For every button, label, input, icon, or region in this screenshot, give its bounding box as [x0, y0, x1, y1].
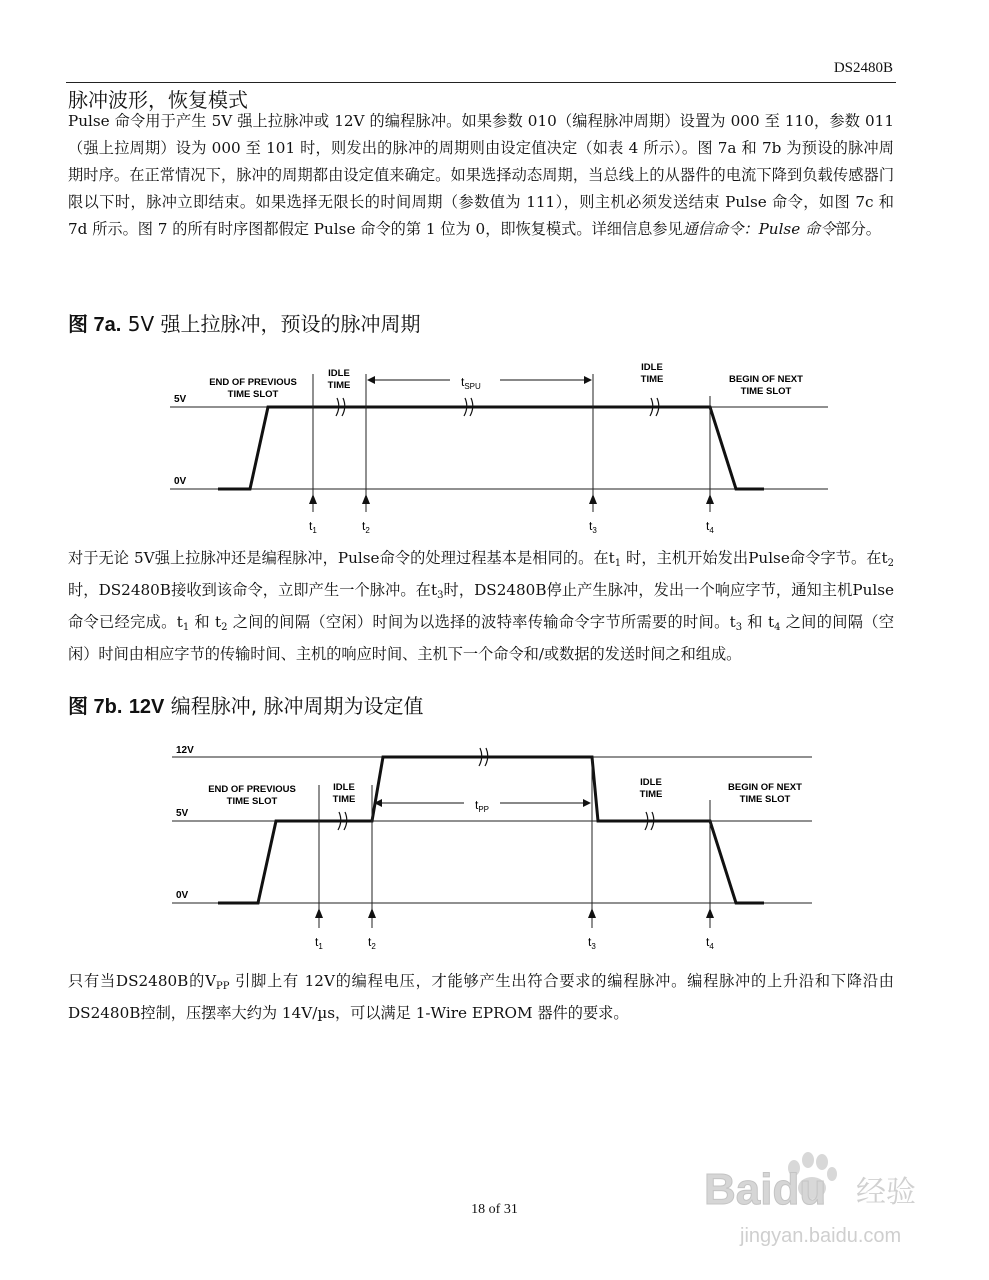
- voltage-label-0v-b: 0V: [176, 890, 189, 901]
- p2-sub6: 3: [735, 622, 743, 633]
- voltage-label-5v: 5V: [174, 394, 187, 405]
- watermark-url: jingyan.baidu.com: [740, 1225, 902, 1247]
- baidu-watermark: [700, 1138, 940, 1258]
- label-b-begin-next-1: BEGIN OF NEXT: [728, 782, 802, 793]
- paragraph-1-link[interactable]: 通信命令：Pulse 命令: [682, 220, 836, 238]
- figure-7b-title-bold: 12V: [128, 696, 165, 718]
- time-marker-t2: $t_2$: [362, 519, 370, 535]
- label-idle1-2: TIME: [327, 380, 351, 391]
- p2-s3: 时，DS2480B接收到该命令，立即产生一个脉冲。在t: [68, 581, 438, 599]
- figure-7a-title: [68, 308, 420, 337]
- figure-7b-title-text: 编程脉冲, 脉冲周期为设定值: [170, 694, 424, 718]
- p3-sub1: PP: [216, 981, 230, 992]
- label-b-idle2-2: TIME: [639, 789, 663, 800]
- label-begin-next-2: TIME SLOT: [740, 386, 792, 397]
- paragraph-1-suffix: 部分。: [835, 220, 881, 238]
- label-b-idle1-1: IDLE: [333, 782, 355, 793]
- waveform-7a: [218, 407, 764, 489]
- time-marker-b-t3: $t_3$: [588, 935, 596, 951]
- page-number: 18 of 31: [471, 1202, 518, 1217]
- paragraph-3: [68, 968, 894, 1027]
- section-title: 脉冲波形，恢复模式: [68, 88, 248, 112]
- marker-arrows-7a: [309, 494, 714, 504]
- p2-s2: 时，主机开始发出Pulse命令字节。在t: [621, 549, 888, 567]
- p2-sub7: 4: [774, 622, 781, 633]
- label-idle2-2: TIME: [640, 374, 664, 385]
- voltage-label-12v: 12V: [176, 745, 194, 756]
- p2-sub3: 3: [437, 590, 444, 601]
- p2-sub5: 2: [221, 622, 228, 633]
- p2-s4: 时，DS2480B停止产生脉冲，发出一个响应字节，通知主机Pulse命令已经完成。t: [68, 581, 894, 631]
- document-id: DS2480B: [833, 60, 893, 76]
- header-rule: [66, 82, 896, 83]
- label-begin-next-1: BEGIN OF NEXT: [729, 374, 803, 385]
- figure-7a-diagram: [0, 360, 989, 540]
- time-marker-b-t1: $t_1$: [315, 935, 323, 951]
- time-marker-t3: $t_3$: [589, 519, 597, 535]
- label-idle1-1: IDLE: [328, 368, 350, 379]
- watermark-brand: Baidu: [704, 1165, 827, 1214]
- label-end-prev-2: TIME SLOT: [227, 389, 279, 400]
- label-b-idle2-1: IDLE: [640, 777, 662, 788]
- label-idle2-1: IDLE: [641, 362, 663, 373]
- p2-sub2: 2: [887, 558, 895, 569]
- marker-arrows-7b: [315, 908, 714, 918]
- tspu-label: $t_{SPU}$: [461, 375, 481, 391]
- figure-7a-title-text: 5V 强上拉脉冲，预设的脉冲周期: [127, 312, 421, 336]
- watermark-cn: 经验: [856, 1175, 916, 1210]
- time-marker-t4: $t_4$: [706, 519, 714, 535]
- figure-7a-number: 图 7a.: [68, 314, 122, 336]
- p2-sub4: 1: [182, 622, 190, 633]
- label-b-idle1-2: TIME: [332, 794, 356, 805]
- time-marker-t1: $t_1$: [309, 519, 317, 535]
- voltage-label-5v-b: 5V: [176, 808, 189, 819]
- p2-s1: 对于无论 5V强上拉脉冲还是编程脉冲，Pulse命令的处理过程基本是相同的。在t: [68, 549, 615, 567]
- figure-7b-number: 图 7b.: [68, 696, 123, 718]
- time-marker-b-t4: $t_4$: [706, 935, 714, 951]
- label-b-begin-next-2: TIME SLOT: [739, 794, 791, 805]
- tpp-label: $t_{PP}$: [475, 798, 490, 814]
- label-b-end-prev-2: TIME SLOT: [226, 796, 278, 807]
- p2-s5: 和 t: [189, 613, 222, 631]
- paragraph-2: [68, 545, 894, 668]
- break-marks-7b: [338, 748, 654, 830]
- figure-7b-diagram: [0, 740, 989, 960]
- p2-s7: 和 t: [742, 613, 775, 631]
- p2-s8: 之间的间隔（空闲）时间由相应字节的传输时间、主机的响应时间、主机下一个命令和/或数据的发送时间之和组成。: [68, 613, 895, 663]
- paragraph-1: [68, 108, 894, 243]
- p2-sub1: 1: [614, 558, 622, 569]
- p3-s2: 引脚上有 12V的编程电压，才能够产生出符合要求的编程脉冲。编程脉冲的上升沿和下降沿由DS2480B控制，压摆率大约为 14V/µs，可以满足 1-Wire EPROM 器件的要求。: [68, 972, 894, 1022]
- time-marker-b-t2: $t_2$: [368, 935, 376, 951]
- figure-7b-title: [68, 690, 423, 719]
- p2-s6: 之间的间隔（空闲）时间为以选择的波特率传输命令字节所需要的时间。t: [227, 613, 736, 631]
- label-b-end-prev-1: END OF PREVIOUS: [208, 784, 296, 795]
- label-end-prev-1: END OF PREVIOUS: [209, 377, 297, 388]
- waveform-7b: [218, 757, 764, 903]
- paragraph-1-text: Pulse 命令用于产生 5V 强上拉脉冲或 12V 的编程脉冲。如果参数 010（编程脉冲周期）设置为 000 至 110，参数 011（强上拉周期）设为 000 至 101 时，则发出的脉冲的周期则由设定值决定（如表 4 所示）。图 7a 和 7b 为预设的脉冲周期时序。在正常情况下，脉冲的周期都由设定值来确定。如果选择动态周期，当总线上的从器件的电流下降到负载传感器门限以下时，脉冲立即结束。如果选择无限长的时间周期（参数值为 111），则主机必须发送结束 Pulse 命令，如图 7c 和 7d 所示。图 7 的所有时序图都假定 Pulse 命令的第 1 位为 0，即恢复模式。详细信息参见: [68, 112, 894, 238]
- voltage-label-0v: 0V: [174, 476, 187, 487]
- p3-s1: 只有当DS2480B的V: [68, 972, 217, 990]
